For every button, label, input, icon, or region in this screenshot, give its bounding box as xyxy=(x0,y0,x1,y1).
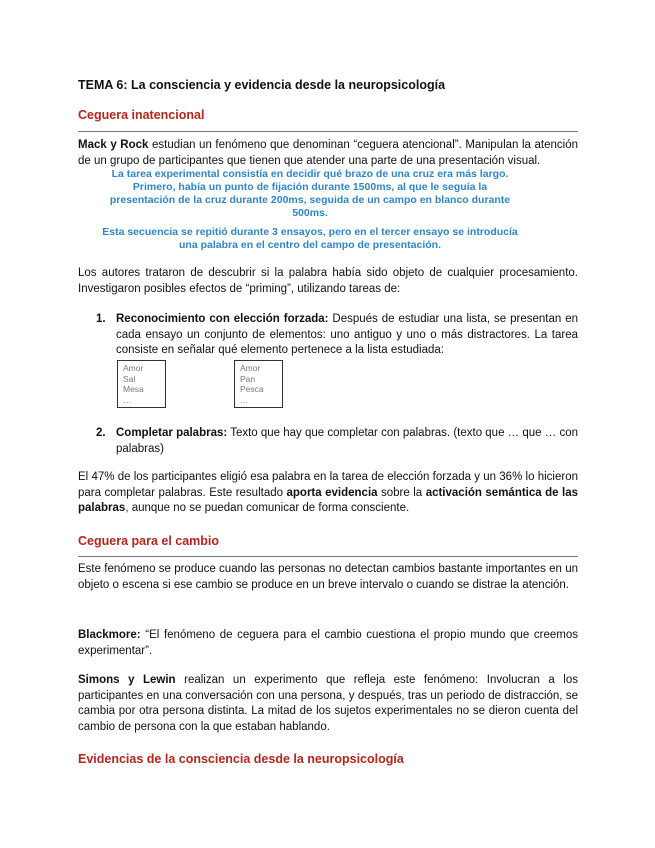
paragraph-results xyxy=(78,470,578,517)
section-divider xyxy=(78,131,578,132)
paragraph-cambio-definition: Este fenómeno se produce cuando las personas no detectan cambios bastante importantes en un objeto o escena si ese cambio se produce en un breve intervalo o cuando se distrae la atención. xyxy=(78,563,578,591)
list-item-text: Después de estudiar una lista, se presentan en cada ensayo un conjunto de elementos: uno antiguo y uno o más distractores. La tarea consiste en señalar qué elemento pertenece a la lista estudiada: xyxy=(116,313,578,356)
paragraph-mack-rock xyxy=(78,138,578,169)
paragraph-text: realizan un experimento que refleja este fenómeno: Involucran a los participantes en una conversación con una persona, y después, tras un periodo de distracción, se cambia por otra persona distinta. La mitad de los sujetos experimentales no se dieron cuenta del cambio de persona con la que estaban hablando. xyxy=(78,674,578,733)
word-item: Sal xyxy=(123,373,136,384)
list-number: 2. xyxy=(96,427,106,439)
word-item: Amor xyxy=(123,363,144,373)
page-title: TEMA 6: La consciencia y evidencia desde la neuropsicología xyxy=(78,78,446,92)
section-heading-ceguera-inatencional: Ceguera inatencional xyxy=(78,108,205,122)
experiment-text-1: La tarea experimental consistía en decidir qué brazo de una cruz era más largo. Primero, había un punto de fijación durante 1500ms, al que le seguía la presentación de la cruz durante 200ms, seguida de un campo en blanco durante 500ms. xyxy=(109,168,511,219)
list-item-title: Reconocimiento con elección forzada: xyxy=(116,313,329,325)
list-number: 1. xyxy=(96,313,106,325)
experiment-description xyxy=(100,168,520,252)
list-item-completar xyxy=(96,426,578,457)
word-list-box-1 xyxy=(117,360,166,408)
word-item: … xyxy=(240,394,249,405)
paragraph-priming: Los autores trataron de descubrir si la palabra había sido objeto de cualquier procesamiento. Investigaron posibles efectos de “priming”, utilizando tareas de: xyxy=(78,267,578,295)
word-list-box-2 xyxy=(234,360,283,408)
author-names: Mack y Rock xyxy=(78,139,149,151)
word-item: Pan xyxy=(240,373,256,384)
section-heading-ceguera-cambio: Ceguera para el cambio xyxy=(78,534,220,548)
author-names: Blackmore: xyxy=(78,629,141,641)
emphasis-text: activación semántica de las palabras xyxy=(78,486,579,514)
section-divider xyxy=(78,556,578,557)
word-item: Pesca xyxy=(240,384,264,394)
word-item: Mesa xyxy=(123,384,144,394)
word-item: … xyxy=(123,394,132,405)
paragraph-text: , aunque no se puedan comunicar de forma consciente. xyxy=(125,502,410,514)
list-item-title: Completar palabras: xyxy=(116,427,228,439)
experiment-text-2: Esta secuencia se repitió durante 3 ensayos, pero en el tercer ensayo se introducía una palabra en el centro del campo de presentación. xyxy=(102,226,518,251)
list-item-text: Texto que hay que completar con palabras. (texto que … que … con palabras) xyxy=(116,427,578,455)
paragraph-blackmore xyxy=(78,628,578,659)
emphasis-text: aporta evidencia xyxy=(286,486,378,499)
paragraph-text: sobre la xyxy=(377,486,426,499)
paragraph-simons-lewin xyxy=(78,673,578,735)
list-item-reconocimiento xyxy=(96,312,578,359)
author-names: Simons y Lewin xyxy=(78,674,176,686)
word-item: Amor xyxy=(240,363,261,373)
paragraph-text: estudian un fenómeno que denominan “ceguera atencional”. Manipulan la atención de un grupo de participantes que tienen que atender una parte de una presentación visual. xyxy=(78,139,578,167)
paragraph-text: “El fenómeno de ceguera para el cambio cuestiona el propio mundo que creemos experimentar”. xyxy=(78,629,578,657)
section-heading-evidencias: Evidencias de la consciencia desde la neuropsicología xyxy=(78,752,404,766)
paragraph-text: El 47% de los participantes eligió esa palabra en la tarea de elección forzada y un 36% lo hicieron para completar palabras. Este resultado xyxy=(78,471,578,499)
